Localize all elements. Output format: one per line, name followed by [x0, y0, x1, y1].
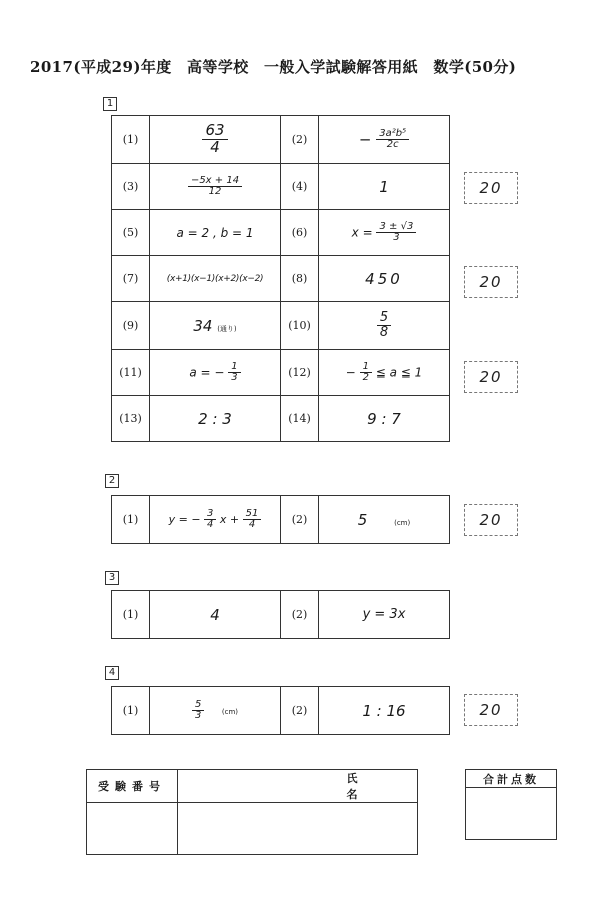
- section-1-table: [111, 115, 450, 442]
- q4-2-answer: 1 : 16: [319, 687, 450, 735]
- examinee-info-table: [86, 769, 418, 855]
- total-score-field[interactable]: [466, 788, 557, 840]
- q1-13-answer: 2 : 3: [150, 396, 281, 442]
- q1-2-number: (2): [281, 116, 319, 164]
- q1-1-number: (1): [112, 116, 150, 164]
- q1-10-number: (10): [281, 302, 319, 350]
- section-3-number: 3: [105, 571, 119, 585]
- q1-1-answer: $\frac{63}{4}$: [150, 116, 281, 164]
- page-title: 2017(平成29)年度 高等学校 一般入学試験解答用紙 数学(50分): [30, 58, 517, 76]
- section-2-number: 2: [105, 474, 119, 488]
- section-1-number: 1: [103, 97, 117, 111]
- section-2-score-box[interactable]: 20: [464, 504, 518, 536]
- q1-6-number: (6): [281, 210, 319, 256]
- q1-8-number: (8): [281, 256, 319, 302]
- q1-12-number: (12): [281, 350, 319, 396]
- q1-5-answer: a = 2 , b = 1: [150, 210, 281, 256]
- q3-2-number: (2): [281, 591, 319, 639]
- section-4-table: [111, 686, 450, 735]
- q2-1-answer: y = − $\frac{3}{4}$ x + $\frac{51}{4}$: [150, 496, 281, 544]
- section-2-table: [111, 495, 450, 544]
- section-4-score-box[interactable]: 20: [464, 694, 518, 726]
- exam-number-field[interactable]: [87, 803, 178, 855]
- total-score-table: [465, 769, 557, 840]
- q1-11-answer: a = − $\frac{1}{3}$: [150, 350, 281, 396]
- q1-7-number: (7): [112, 256, 150, 302]
- q2-1-number: (1): [112, 496, 150, 544]
- section-3-table: [111, 590, 450, 639]
- q4-2-number: (2): [281, 687, 319, 735]
- q1-10-answer: $\frac{5}{8}$: [319, 302, 450, 350]
- q2-2-number: (2): [281, 496, 319, 544]
- q1-2-answer: − $\frac{\text{3a²b⁵}}{2c}$: [319, 116, 450, 164]
- q3-1-answer: 4: [150, 591, 281, 639]
- section-1-score-box-2[interactable]: 20: [464, 266, 518, 298]
- q4-1-number: (1): [112, 687, 150, 735]
- q1-5-number: (5): [112, 210, 150, 256]
- q1-6-answer: x = $\frac{3 \pm √3}{3}$: [319, 210, 450, 256]
- q1-4-answer: 1: [319, 164, 450, 210]
- name-header: 氏名: [178, 770, 418, 803]
- q1-13-number: (13): [112, 396, 150, 442]
- q4-1-answer: $\frac{5}{3}$ (cm): [150, 687, 281, 735]
- q1-9-answer: 34 (通り): [150, 302, 281, 350]
- section-4-number: 4: [105, 666, 119, 680]
- q1-14-number: (14): [281, 396, 319, 442]
- q1-4-number: (4): [281, 164, 319, 210]
- exam-number-header: 受験番号: [87, 770, 178, 803]
- q1-3-number: (3): [112, 164, 150, 210]
- q1-11-number: (11): [112, 350, 150, 396]
- name-field[interactable]: [178, 803, 418, 855]
- q3-2-answer: y = 3x: [319, 591, 450, 639]
- q2-2-answer: 5 (cm): [319, 496, 450, 544]
- q1-14-answer: 9 : 7: [319, 396, 450, 442]
- section-1-score-box-1[interactable]: 20: [464, 172, 518, 204]
- q1-3-answer: $\frac{-5x + 14}{12}$: [150, 164, 281, 210]
- q1-7-answer: (x+1)(x−1)(x+2)(x−2): [150, 256, 281, 302]
- total-score-header: 合計点数: [466, 770, 557, 788]
- q1-8-answer: 450: [319, 256, 450, 302]
- q1-12-answer: − $\frac{1}{2}$ ≦ a ≦ 1: [319, 350, 450, 396]
- q3-1-number: (1): [112, 591, 150, 639]
- q1-9-number: (9): [112, 302, 150, 350]
- section-1-score-box-3[interactable]: 20: [464, 361, 518, 393]
